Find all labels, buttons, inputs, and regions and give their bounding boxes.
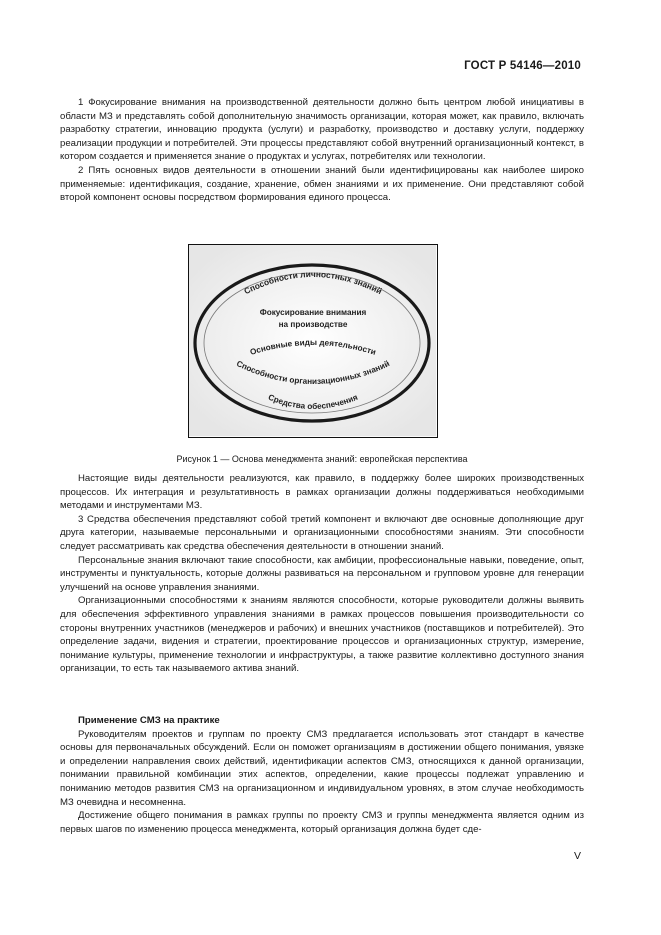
center-label-1: Фокусирование внимания [259,308,367,317]
body-text [60,472,584,676]
km-framework-figure [188,244,438,438]
framework-diagram [189,245,436,436]
figure-caption: Рисунок 1 — Основа менеджмента знаний: европейская перспектива [176,454,468,464]
practice-section [60,714,584,836]
paragraph: Достижение общего понимания в рамках группы по проекту СМЗ и группы менеджмента является одним из первых шагов по изменению процесса менеджмента, который организация должна будет сде- [60,810,584,835]
paragraph: Настоящие виды деятельности реализуются, как правило, в поддержку более широких производственных процессов. Их интеграция и результативность в рамках организации должны поддерживаться необходимыми методами и инструментами МЗ. [60,473,584,512]
paragraph: Руководителям проектов и группам по проекту СМЗ предлагается использовать этот стандарт в качестве основы для первоначальных обсуждений. Если он поможет организациям в достижении общего понимания, увязке и определении направления своих действий, идентификации аспектов СМЗ, относящихся к данной организации, понимании правильной комбинации этих аспектов, определении, какие процессы подлежат управлению и пониманию методов развития СМЗ на организационном и индивидуальном уровнях, в этом случае необходимость МЗ очевидна и несомненна. [60,728,584,808]
center-label-2: на производстве [278,320,348,329]
paragraph: Персональные знания включают такие способности, как амбиции, профессиональные навыки, поведение, опыт, инструменты и пунктуальность, которые должны развиваться на персональном и групповом уровне для генерации улучшений на основе управления знаниями. [60,554,584,593]
ring-label-personal: Способности личностных знаний [242,268,384,297]
standard-header: ГОСТ Р 54146—2010 [464,60,581,72]
ring-label-activities: Основные виды деятельности [248,337,378,357]
intro-text [60,96,584,205]
section-heading: Применение СМЗ на практике [78,715,220,726]
paragraph: 3 Средства обеспечения представляют собой третий компонент и включают две основные дополняющие друг друга категории, называемые персональными и организационными способностями знаниям. Эти способности следует рассматривать как средства обеспечения деятельности в отношении знаний. [60,513,584,552]
paragraph: 2 Пять основных видов деятельности в отношении знаний были идентифицированы как наиболее широко применяемые: идентификация, создание, хранение, обмен знаниями и их применение. Они представляют собой второй компонент основы посредством формирования единого процесса. [60,164,584,204]
paragraph: 1 Фокусирование внимания на производственной деятельности должно быть центром любой инициативы в области МЗ и представлять собой дополнительную значимость организации, которая может, как правило, включать разработку стратегии, инновацию продукта (услуги) и разработку, производство и доставку услуги, поддержку реализации продукции и потребителей. Эти процессы представляют собой внутренний организационный контекст, в котором создается и применяется знание о продуктах и услугах, потребителях или технологии. [60,97,584,163]
ring-label-organizational: Способности организационных знаний [235,359,392,387]
paragraph: Организационными способностями к знаниям являются способности, которые руководители должны выявить для обеспечения эффективного управления знаниями в рамках процессов повышения производительности со стороны внутренних участников (менеджеров и рабочих) и внешних участников (поставщиков и потребителей). Это определение задачи, видения и стратегии, проектирование процессов и организационных структур, измерение, понимание культуры, применение технологии и инфраструктуры, а также развитие коллективно доступного знания организации, то есть так называемого актива знаний. [60,595,584,675]
page-number: V [573,850,581,862]
ring-label-enablers: Средства обеспечения [266,392,360,412]
